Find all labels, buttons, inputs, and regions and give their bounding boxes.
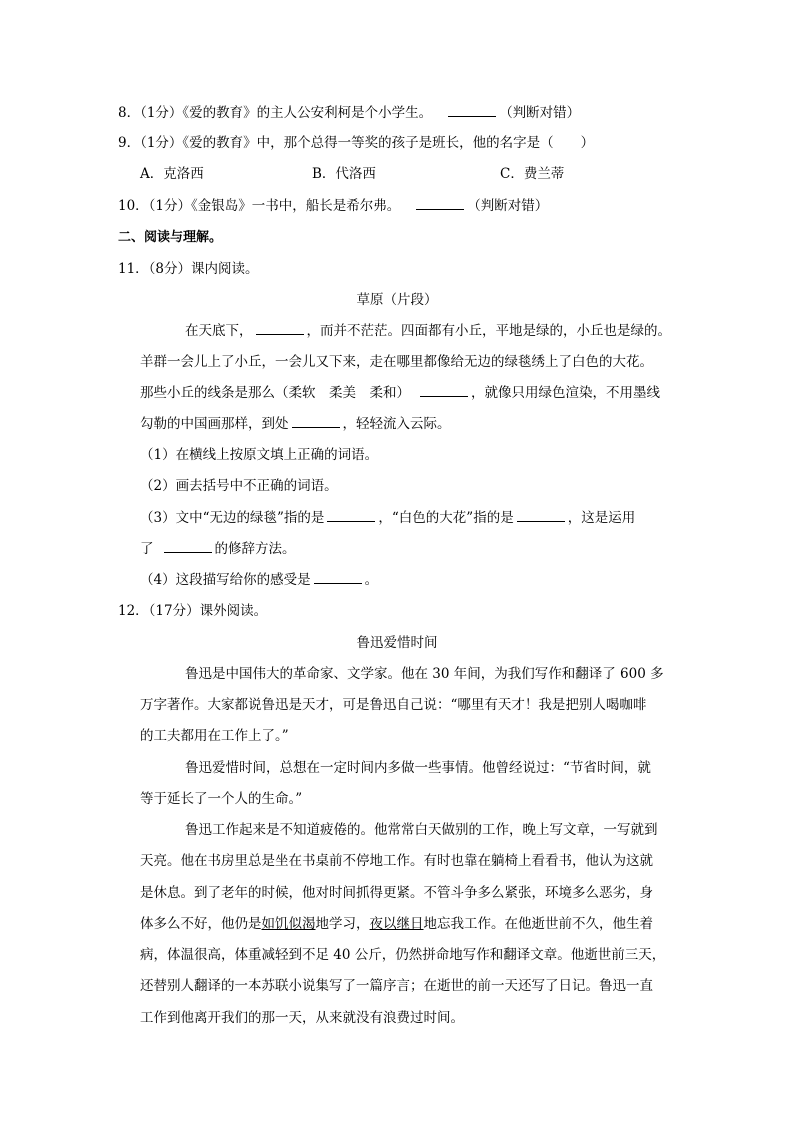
passage-line [140,415,680,433]
question-9: 9．（1分）《爱的教育》中，那个总得一等奖的孩子是班长，他的名字是（ ） [118,135,595,151]
question-8 [118,104,580,122]
question-8-text: 8．（1分）《爱的教育》的主人公安利柯是个小学生。 [118,105,433,121]
answer-blank [420,384,468,397]
passage-title: 鲁迅爱惜时间 [356,635,438,651]
passage-line [185,322,671,340]
passage-line: 万字著作。大家都说鲁迅是天才，可是鲁迅自己说：“哪里有天才！我是把别人喝咖啡 [140,697,647,713]
passage-text: 地学习， [315,916,370,932]
sub-question-1: （1）在横线上按原文填上正确的词语。 [140,447,379,463]
question-8-tail: （判断对错） [499,105,581,121]
passage-line: 鲁迅是中国伟大的革命家、文学家。他在 30 年间，为我们写作和翻译了 600 多 [185,666,664,682]
passage-line: 鲁迅工作起来是不知道疲倦的。他常常白天做别的工作，晚上写文章，一写就到 [185,822,658,838]
passage-line: 是休息。到了老年的时候，他对时间抓得更紧。不管斗争多么紧张，环境多么恶劣，身 [140,885,653,901]
passage-text: 那些小丘的线条是那么（柔软 柔美 柔和） [140,385,410,401]
passage-text: 体多么不好，他仍是 [140,916,262,932]
sub-question-4 [140,571,378,589]
question-10-text: 10．（1分）《金银岛》一书中，船长是希尔弗。 [118,198,401,214]
passage-line: 工作到他离开我们的那一天，从来就没有浪费过时间。 [140,1010,464,1026]
sub-question-3 [140,509,635,527]
answer-blank [292,415,340,428]
passage-line [140,915,680,933]
passage-text: ，就像只用绿色渲染，不用墨线 [471,385,660,401]
passage-text: ，轻轻流入云际。 [342,416,451,432]
answer-blank [327,509,375,522]
underlined-phrase: 夜以继日 [369,916,424,932]
sub-question-text: （4）这段描写给你的感受是 [140,572,311,588]
answer-blank [517,509,565,522]
section-heading: 二、阅读与理解。 [118,230,223,245]
question-11: 11．（8分）课内阅读。 [118,261,259,277]
sub-question-text: 。 [364,572,379,588]
answer-blank [256,322,304,335]
question-10-tail: （判断对错） [467,198,549,214]
option-c: C．费兰蒂 [500,166,565,182]
answer-blank [314,571,362,584]
answer-blank [164,540,212,553]
sub-question-text: 了 [140,541,154,557]
passage-text: ，而并不茫茫。四面都有小丘，平地是绿的，小丘也是绿的。 [306,323,671,339]
passage-line: 天亮。他在书房里总是坐在书桌前不停地工作。有时也靠在躺椅上看看书，他认为这就 [140,853,653,869]
passage-text: 在天底下， [185,323,253,339]
passage-text: 地忘我工作。在他逝世前不久，他生着 [423,916,653,932]
underlined-phrase: 如饥似渴 [261,916,316,932]
passage-line: 还替别人翻译的一本苏联小说集写了一篇序言；在逝世的前一天还写了日记。鲁迅一直 [140,978,653,994]
option-a: A．克洛西 [140,166,204,182]
passage-line [140,384,680,402]
sub-question-text: （3）文中“无边的绿毯”指的是 [140,510,325,526]
answer-blank [416,197,464,210]
question-10 [118,197,548,215]
passage-title: 草原（片段） [356,292,438,308]
sub-question-3-cont [140,540,296,558]
answer-blank [448,104,496,117]
sub-question-text: 的修辞方法。 [214,541,296,557]
sub-question-text: ，这是运用 [567,510,636,526]
passage-line: 等于延长了一个人的生命。” [140,791,303,807]
passage-text: 勾勒的中国画那样，到处 [140,416,289,432]
passage-line: 病，体温很高，体重减轻到不足 40 公斤，仍然拼命地写作和翻译文章。他逝世前三天， [140,947,666,963]
sub-question-2: （2）画去括号中不正确的词语。 [140,478,338,494]
question-12: 12．（17分）课外阅读。 [118,603,268,619]
passage-line: 鲁迅爱惜时间，总想在一定时间内多做一些事情。他曾经说过：“节省时间，就 [185,760,651,776]
passage-line: 的工夫都用在工作上了。” [140,728,289,744]
option-b: B．代洛西 [312,166,376,182]
sub-question-text: ，“白色的大花”指的是 [378,510,514,526]
passage-line: 羊群一会儿上了小丘，一会儿又下来，走在哪里都像给无边的绿毯绣上了白色的大花。 [140,354,653,370]
